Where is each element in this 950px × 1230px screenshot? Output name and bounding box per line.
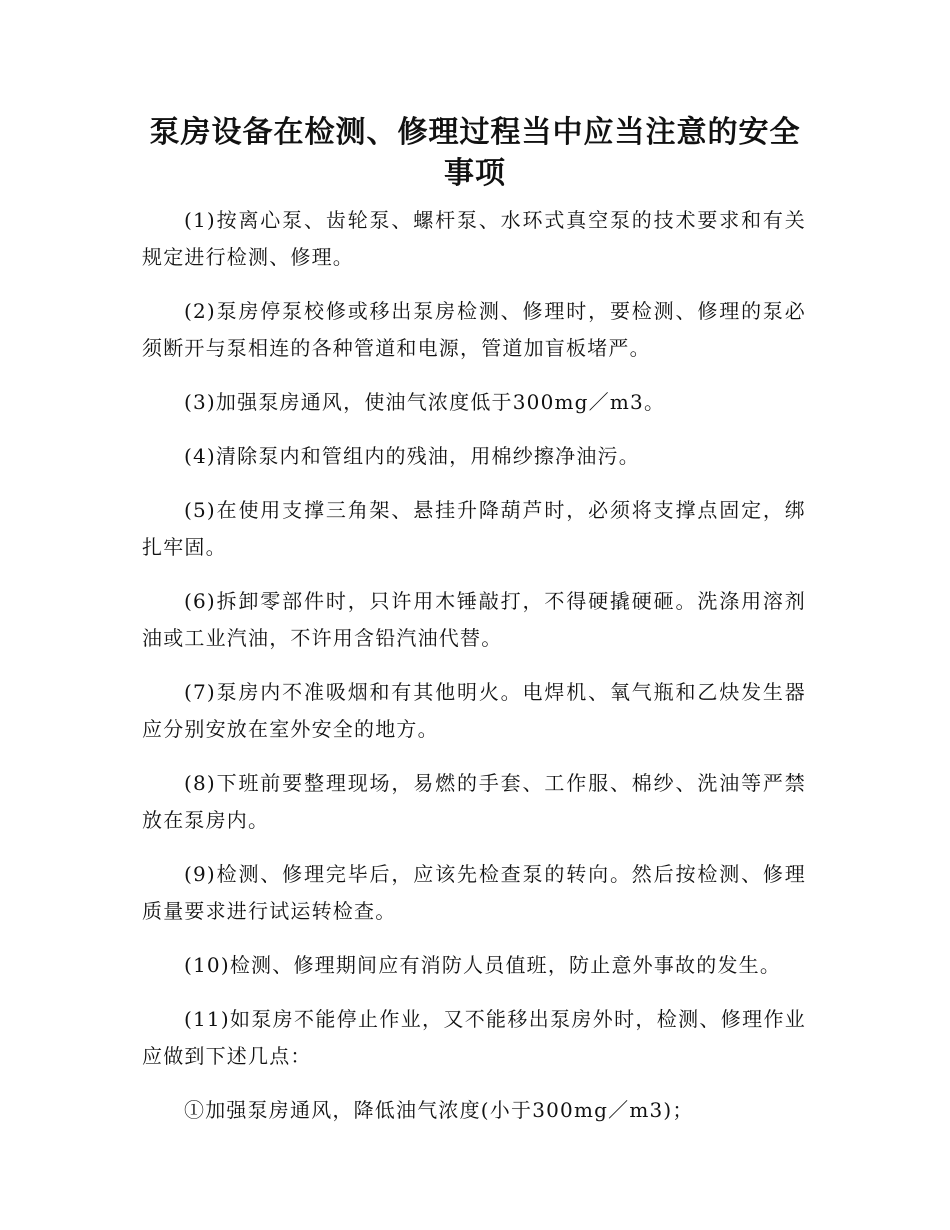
paragraph-6: (6)拆卸零部件时，只许用木锤敲打，不得硬撬硬砸。洗涤用溶剂油或工业汽油，不许用含铅汽油代替。 <box>142 589 806 650</box>
paragraph-4: (4)清除泵内和管组内的残油，用棉纱擦净油污。 <box>184 444 640 468</box>
paragraph-5: (5)在使用支撑三角架、悬挂升降葫芦时，必须将支撑点固定，绑扎牢固。 <box>142 498 806 559</box>
paragraph-2: (2)泵房停泵校修或移出泵房检测、修理时，要检测、修理的泵必须断开与泵相连的各种管道和电源，管道加盲板堵严。 <box>142 299 806 360</box>
document-body <box>142 202 806 1146</box>
paragraph-10: (10)检测、修理期间应有消防人员值班，防止意外事故的发生。 <box>184 953 782 977</box>
paragraph-8: (8)下班前要整理现场，易燃的手套、工作服、棉纱、洗油等严禁放在泵房内。 <box>142 771 806 832</box>
paragraph-3: (3)加强泵房通风，使油气浓度低于300mg／m3。 <box>184 390 666 414</box>
paragraph-7: (7)泵房内不准吸烟和有其他明火。电焊机、氧气瓶和乙炔发生器应分别安放在室外安全的地方。 <box>142 680 806 741</box>
document-title: 泵房设备在检测、修理过程当中应当注意的安全事项 <box>149 115 801 191</box>
paragraph-1: (1)按离心泵、齿轮泵、螺杆泵、水环式真空泵的技术要求和有关规定进行检测、修理。 <box>142 208 806 269</box>
paragraph-12: ①加强泵房通风，降低油气浓度(小于300mg／m3)； <box>184 1098 694 1122</box>
paragraph-11: (11)如泵房不能停止作业，又不能移出泵房外时，检测、修理作业应做到下述几点： <box>142 1007 806 1068</box>
paragraph-9: (9)检测、修理完毕后，应该先检查泵的转向。然后按检测、修理质量要求进行试运转检查。 <box>142 862 806 923</box>
